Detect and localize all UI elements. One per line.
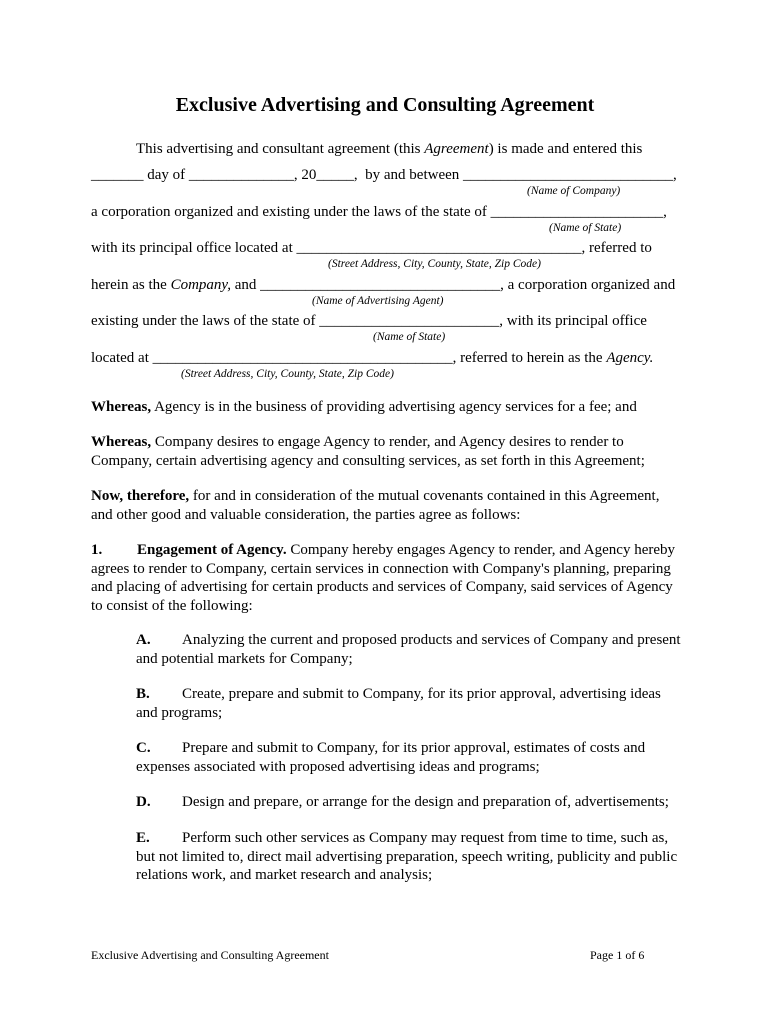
caption-street-address-2: (Street Address, City, County, State, Zip Code) <box>181 368 394 380</box>
agreement-term: Agreement <box>424 141 489 157</box>
therefore-paragraph <box>91 487 681 524</box>
intro-text: and ________________________________, a corporation organized and <box>230 277 676 293</box>
intro-line-5 <box>91 277 675 294</box>
list-item-b <box>136 685 681 722</box>
paragraph-text: Company hereby engages Agency to render, and Agency hereby agrees to render to Company, certain services in connection with Company's planning, preparing and placing of advertising for certain products and services of Company, said services of Agency to consist of the following: <box>91 542 676 614</box>
caption-company-name: (Name of Company) <box>527 185 621 197</box>
intro-line-1 <box>136 141 642 158</box>
document-title: Exclusive Advertising and Consulting Agreement <box>175 94 595 116</box>
item-letter: E. <box>136 830 150 846</box>
list-item-e <box>136 829 681 885</box>
intro-text: herein as the <box>91 277 171 293</box>
paragraph-text: for and in consideration of the mutual covenants contained in this Agreement, and other good and valuable consideration, the parties agree as follows: <box>91 488 660 523</box>
caption-agent-name: (Name of Advertising Agent) <box>312 295 444 307</box>
caption-state-name: (Name of State) <box>549 222 622 234</box>
caption-street-address: (Street Address, City, County, State, Zip Code) <box>328 258 541 270</box>
agency-term: Agency. <box>606 350 654 366</box>
intro-text: located at ________________________________________, referred to herein as the <box>91 350 607 366</box>
list-item-d <box>136 793 681 812</box>
item-letter: A. <box>136 632 151 648</box>
item-text: Design and prepare, or arrange for the design and preparation of, advertisements; <box>182 794 669 810</box>
item-text: Create, prepare and submit to Company, for its prior approval, advertising ideas and programs; <box>136 686 661 721</box>
whereas-paragraph-2 <box>91 433 681 470</box>
whereas-paragraph-1 <box>91 398 681 417</box>
item-letter: B. <box>136 686 150 702</box>
item-text: Analyzing the current and proposed products and services of Company and present and potential markets for Company; <box>136 632 681 667</box>
section-heading: Engagement of Agency. <box>137 542 287 558</box>
section-number: 1. <box>91 542 103 558</box>
intro-line-6: existing under the laws of the state of ________________________, with its principal office <box>91 313 647 329</box>
footer-page-number: Page 1 of 6 <box>590 948 645 962</box>
caption-state-name-2: (Name of State) <box>373 331 446 343</box>
intro-text: ) is made and entered this <box>488 141 643 157</box>
footer-title: Exclusive Advertising and Consulting Agreement <box>91 948 329 962</box>
intro-line-4: with its principal office located at ______________________________________, referred to <box>91 240 652 256</box>
list-item-c <box>136 739 681 776</box>
paragraph-text: Company desires to engage Agency to render, and Agency desires to render to Company, certain advertising agency and consulting services, as set forth in this Agreement; <box>91 434 645 469</box>
company-term: Company, <box>170 277 231 293</box>
paragraph-text: Agency is in the business of providing advertising agency services for a fee; and <box>151 399 637 415</box>
section-1-paragraph <box>91 541 681 615</box>
therefore-lead: Now, therefore, <box>91 488 190 504</box>
list-item-a <box>136 631 681 668</box>
intro-text: This advertising and consultant agreement (this <box>136 141 425 157</box>
item-letter: D. <box>136 794 151 810</box>
item-text: Prepare and submit to Company, for its prior approval, estimates of costs and expenses associated with proposed advertising ideas and programs; <box>136 740 646 775</box>
intro-line-7 <box>91 350 653 367</box>
intro-line-3: a corporation organized and existing under the laws of the state of _______________________, <box>91 204 667 220</box>
item-letter: C. <box>136 740 151 756</box>
whereas-lead: Whereas, <box>91 399 152 415</box>
intro-line-2: _______ day of ______________, 20_____, by and between ____________________________, <box>91 167 677 183</box>
whereas-lead: Whereas, <box>91 434 152 450</box>
item-text: Perform such other services as Company may request from time to time, such as, but not limited to, direct mail advertising preparation, speech writing, publicity and public relations work, and market research and analysis; <box>136 830 678 883</box>
